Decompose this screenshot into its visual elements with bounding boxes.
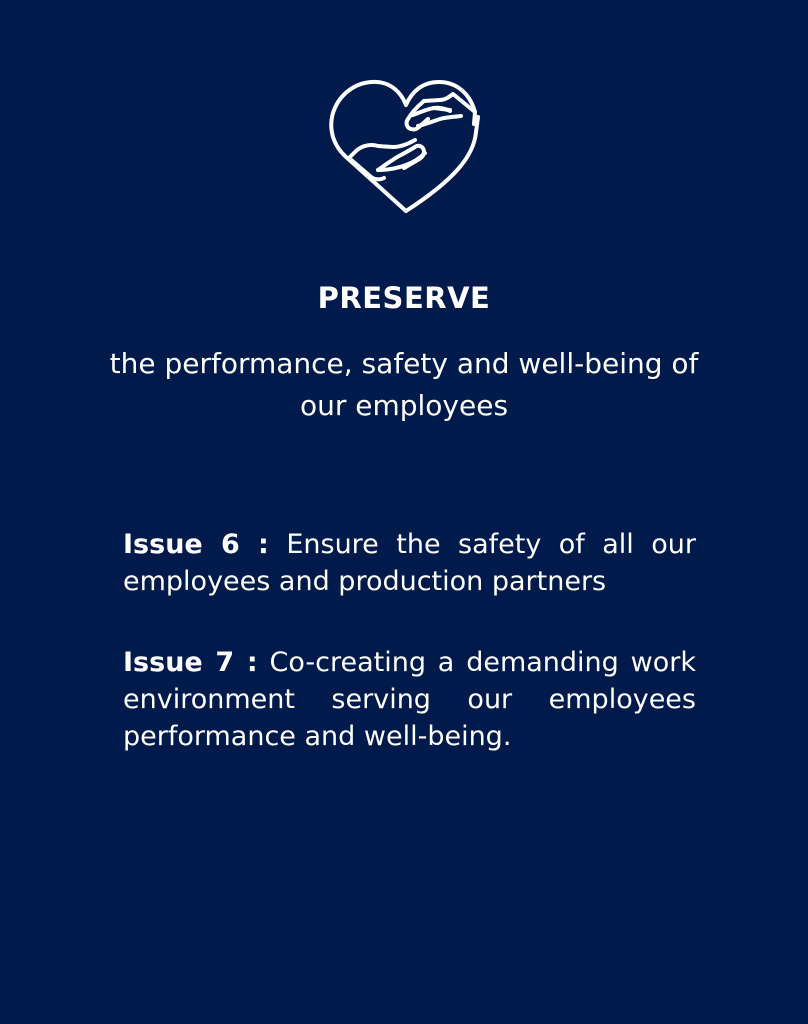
subtitle: the performance, safety and well-being of our employees [109,347,699,422]
issue-7 [123,644,696,755]
issue-7-label: Issue 7 : [123,647,258,678]
issue-6-text: Ensure the safety of all our employees and production partners [123,529,696,597]
heart-hands-icon [326,74,486,216]
issue-6 [123,526,696,600]
issue-7-text: Co-creating a demanding work environment serving our employees performance and well-being. [123,647,696,752]
issue-6-label: Issue 6 : [123,529,269,560]
page-title: PRESERVE [317,281,491,315]
